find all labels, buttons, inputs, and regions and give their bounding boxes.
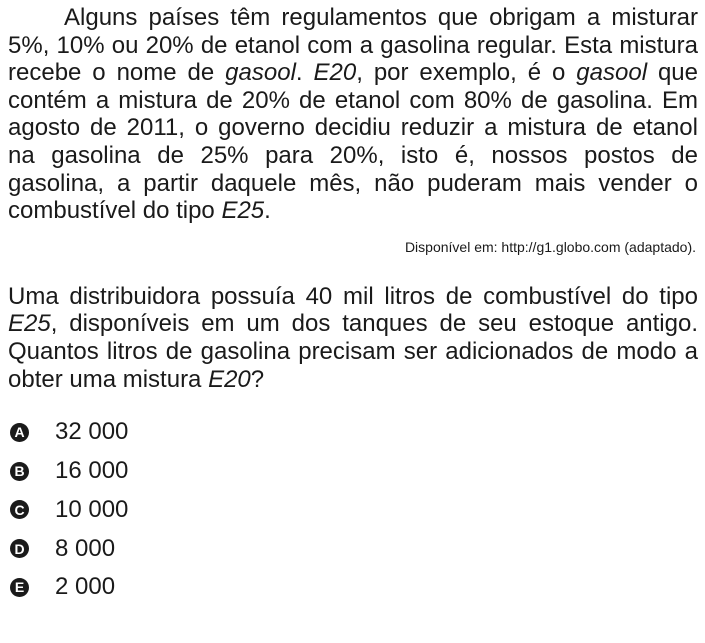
context-text-5: .	[264, 197, 271, 225]
answer-options	[8, 413, 698, 606]
option-letter-badge: C	[10, 500, 29, 519]
option-value: 16 000	[55, 457, 129, 485]
term-e20: E20	[313, 59, 357, 87]
term-gasool: gasool	[576, 59, 648, 87]
question-text-3: ?	[250, 365, 265, 393]
option-value: 32 000	[55, 418, 129, 446]
context-text-1: Alguns países têm regulamentos que obrigam a misturar 5%, 10% ou 20% de etanol com a gasolina regular. Esta mistura recebe o nome de	[8, 4, 698, 87]
option-value: 2 000	[55, 573, 116, 601]
question-text-1: Uma distribuidora possuía 40 mil litros de combustível do tipo	[8, 282, 698, 310]
option-d[interactable]	[8, 529, 698, 568]
option-e[interactable]	[8, 568, 698, 607]
question-page	[8, 4, 698, 607]
context-text-2: .	[295, 59, 314, 87]
source-citation: Disponível em: http://g1.globo.com (adaptado).	[404, 238, 696, 255]
term-gasool: gasool	[225, 59, 296, 87]
option-c[interactable]	[8, 491, 698, 530]
term-e25: E25	[8, 310, 51, 338]
option-letter-badge: E	[10, 578, 29, 597]
option-letter-badge: D	[10, 539, 29, 558]
option-b[interactable]	[8, 452, 698, 491]
option-letter-badge: A	[10, 423, 29, 442]
option-a[interactable]	[8, 413, 698, 452]
option-letter-badge: B	[10, 462, 29, 481]
question-text-2: , disponíveis em um dos tanques de seu estoque antigo. Quantos litros de gasolina precisam ser adicionados de modo a obter uma mistura	[8, 310, 698, 393]
option-value: 8 000	[55, 534, 116, 562]
option-value: 10 000	[55, 495, 129, 523]
term-e20: E20	[208, 365, 251, 393]
context-paragraph	[8, 4, 698, 225]
term-e25: E25	[221, 197, 265, 225]
context-text-4: que contém a mistura de 20% de etanol com 80% de gasolina. Em agosto de 2011, o governo decidiu reduzir a mistura de etanol na gasolina de 25% para 20%, isto é, nossos postos de gasolina, a partir daquele mês, não puderam mais vender o combustível do tipo	[8, 59, 699, 225]
context-text-3: , por exemplo, é o	[356, 59, 577, 87]
question-statement	[8, 283, 698, 393]
